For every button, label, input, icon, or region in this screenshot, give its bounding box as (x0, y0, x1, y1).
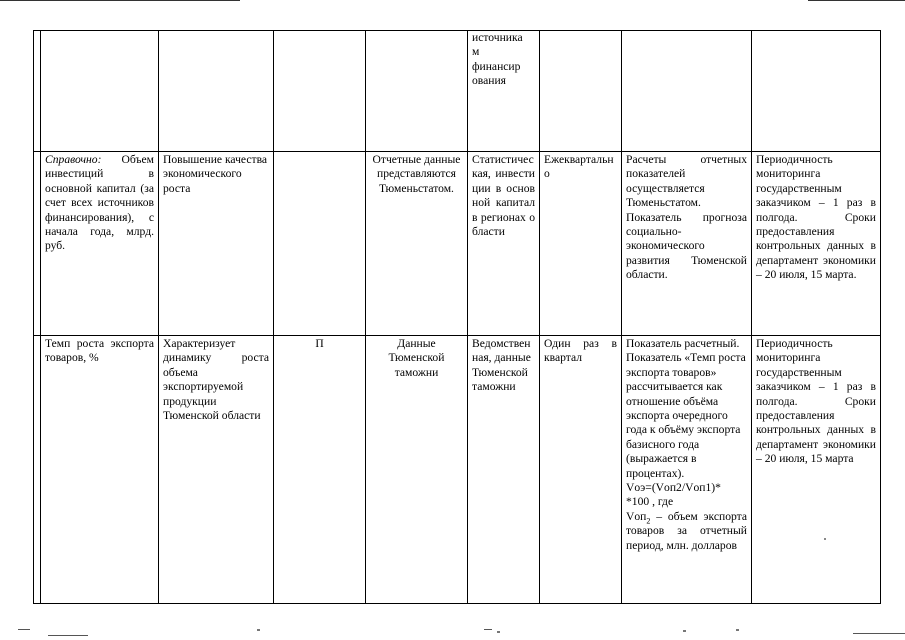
scan-artifact-bottom (0, 628, 905, 640)
cell-characteristic: Характеризует динамику роста объема экспортируемой продукции Тюменской области (159, 336, 274, 604)
table-row (34, 336, 881, 604)
cell-type (274, 31, 366, 152)
calc-formula-line1: Vоэ=(Vоп2/Vоп1)* (626, 481, 721, 495)
cell-calc (622, 336, 752, 604)
calc-description: Показатель расчетный. Показатель «Темп роста экспорта товаров» рассчитывается как отношение объёма экспорта очередного года к объёму экспорта базисного года (выражается в процентах). (626, 337, 746, 480)
indicator-text: Объем инвестиций в основной капитал (за счет всех источников финансирования), с начала года, млрд. руб. (45, 153, 154, 253)
calc-formula-line2: *100 , где (626, 495, 674, 509)
table-row (34, 31, 881, 152)
calc-variable-desc: – объем экспорта товаров за отчетный период, млн. долларов (626, 509, 747, 552)
cell-characteristic: Повышение качества экономического роста (159, 152, 274, 336)
table-row (34, 152, 881, 336)
cell-type (274, 152, 366, 336)
calc-variable-definition (626, 510, 747, 553)
cell-monitoring (752, 31, 881, 152)
cell-indicator: Темп роста экспорта товаров, % (41, 336, 159, 604)
scan-speck (824, 538, 826, 540)
cell-source: Ведомственная, данные Тюменской таможни (468, 336, 540, 604)
scan-artifact-top (0, 0, 905, 4)
cell-source: Статистическая, инвестиции в основной капитал в регионах области (468, 152, 540, 336)
cell-monitoring: Периодичность мониторинга государственным заказчиком – 1 раз в полгода. Сроки предоставления контрольных данных в департамент экономики – 20 июля, 15 марта. (752, 152, 881, 336)
cell-indicator (41, 152, 159, 336)
cell-indicator (41, 31, 159, 152)
calc-variable-subscript: 2 (646, 516, 651, 526)
indicator-table (33, 30, 881, 604)
cell-monitoring: Периодичность мониторинга государственным заказчиком – 1 раз в полгода. Сроки предоставления контрольных данных в департамент экономики – 20 июля, 15 марта (752, 336, 881, 604)
cell-calc (622, 31, 752, 152)
cell-method (366, 31, 468, 152)
cell-source: источника м финансир ования (468, 31, 540, 152)
reference-label: Справочно: (45, 153, 102, 166)
calc-variable: Vоп$_2$ (626, 509, 651, 526)
cell-num (34, 31, 41, 152)
cell-calc: Расчеты отчетных показателей осуществляется Тюменьстатом. Показатель прогноза социально-экономического развития Тюменской области. (622, 152, 752, 336)
cell-characteristic (159, 31, 274, 152)
cell-period: Один раз в квартал (540, 336, 622, 604)
cell-method: Отчетные данные представляются Тюменьстатом. (366, 152, 468, 336)
cell-num (34, 152, 41, 336)
cell-period (540, 31, 622, 152)
cell-method: Данные Тюменской таможни (366, 336, 468, 604)
cell-period: Ежеквартально (540, 152, 622, 336)
cell-num (34, 336, 41, 604)
cell-type: П (274, 336, 366, 604)
